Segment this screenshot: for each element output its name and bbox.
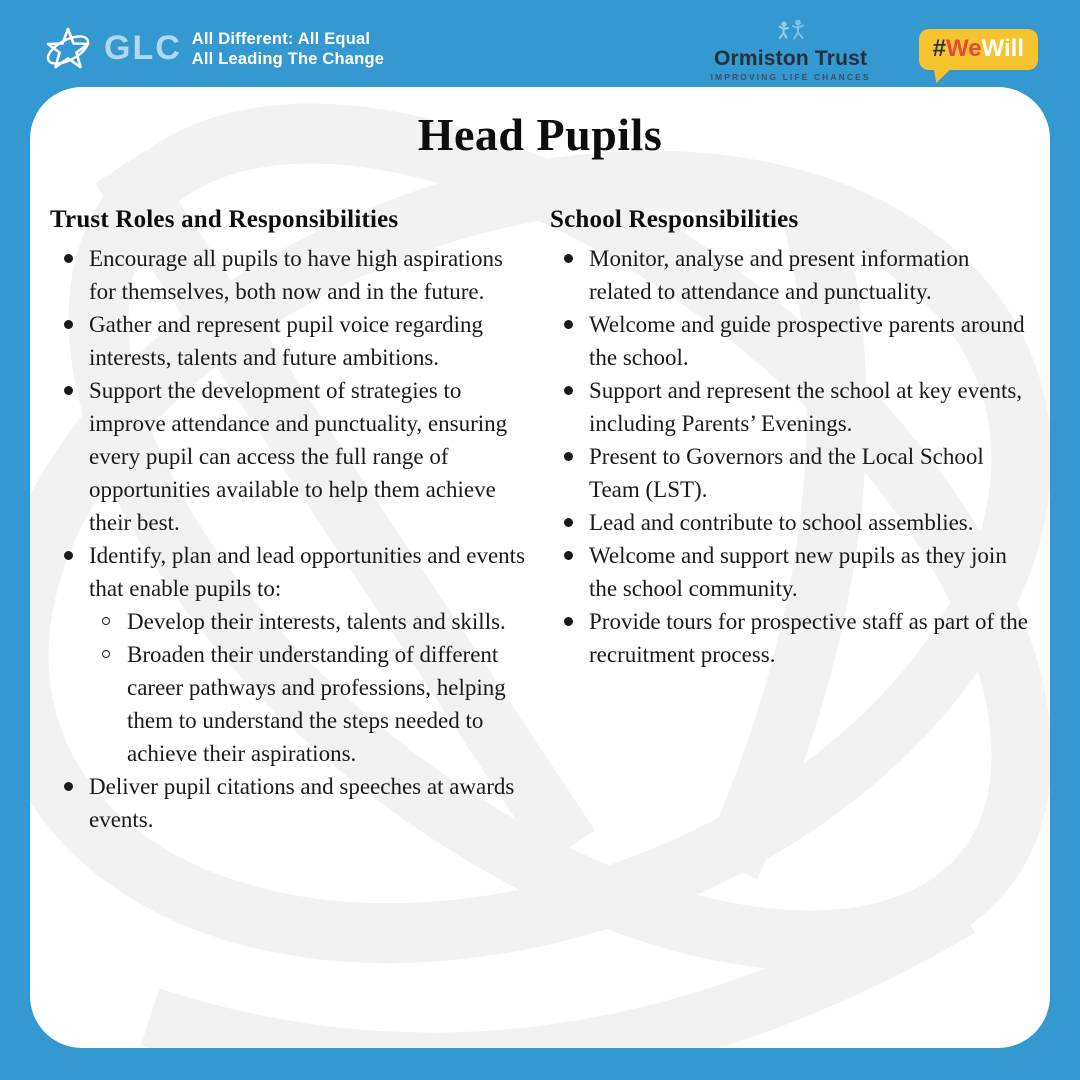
- disc-bullet-icon: [64, 320, 73, 329]
- disc-bullet-icon: [64, 782, 73, 791]
- trust-roles-column: [48, 206, 532, 836]
- bullet-item: [548, 539, 1032, 605]
- circle-bullet-icon: [102, 617, 110, 625]
- bullet-text: Deliver pupil citations and speeches at awards events.: [89, 774, 515, 832]
- bullet-text: Present to Governors and the Local School Team (LST).: [589, 444, 984, 502]
- card-content: [30, 87, 1050, 1048]
- bullet-text: Support and represent the school at key events, including Parents’ Evenings.: [589, 378, 1023, 436]
- wewill-we: We: [945, 35, 982, 62]
- bullet-item: [548, 308, 1032, 374]
- trust-roles-list: [48, 242, 532, 836]
- disc-bullet-icon: [564, 551, 573, 560]
- bullet-text: Lead and contribute to school assemblies.: [589, 510, 974, 535]
- bullet-item: [48, 242, 532, 308]
- disc-bullet-icon: [564, 254, 573, 263]
- ormiston-trust-tagline: IMPROVING LIFE CHANCES: [710, 71, 871, 82]
- sub-bullet-item: [48, 605, 532, 638]
- disc-bullet-icon: [564, 452, 573, 461]
- bullet-text: Gather and represent pupil voice regarding interests, talents and future ambitions.: [89, 312, 484, 370]
- ormiston-trust-logo: [711, 18, 871, 82]
- disc-bullet-icon: [64, 254, 73, 263]
- bullet-text: Support the development of strategies to improve attendance and punctuality, ensuring every pupil can access the full range of opportunities available to help them achieve their best.: [89, 378, 508, 535]
- bullet-item: [548, 440, 1032, 506]
- school-responsibilities-list: [548, 242, 1032, 671]
- two-column-layout: [30, 161, 1050, 836]
- bullet-item: [548, 506, 1032, 539]
- bullet-text: Broaden their understanding of different career pathways and professions, helping them to understand the steps needed to achieve their aspirations.: [127, 642, 506, 766]
- bullet-text: Welcome and support new pupils as they join the school community.: [589, 543, 1007, 601]
- bullet-text: Encourage all pupils to have high aspirations for themselves, both now and in the future.: [89, 246, 503, 304]
- bullet-text: Monitor, analyse and present information related to attendance and punctuality.: [589, 246, 970, 304]
- school-responsibilities-heading: School Responsibilities: [550, 206, 799, 233]
- glc-logo: [42, 24, 384, 76]
- bullet-text: Provide tours for prospective staff as part of the recruitment process.: [589, 609, 1029, 667]
- bullet-item: [48, 539, 532, 605]
- disc-bullet-icon: [564, 320, 573, 329]
- sub-bullet-item: [48, 638, 532, 770]
- trust-roles-heading: Trust Roles and Responsibilities: [50, 206, 399, 233]
- glc-wordmark: GLC: [104, 28, 182, 67]
- bullet-text: Develop their interests, talents and skills.: [127, 609, 506, 634]
- glc-tagline-line1: All Different: All Equal: [191, 30, 371, 49]
- page-title: Head Pupils: [417, 109, 663, 160]
- bullet-text: Welcome and guide prospective parents around the school.: [589, 312, 1025, 370]
- bullet-item: [548, 374, 1032, 440]
- header-right-logos: [711, 18, 1038, 82]
- content-card: [30, 87, 1050, 1048]
- disc-bullet-icon: [564, 617, 573, 626]
- glc-star-icon: [42, 24, 94, 76]
- disc-bullet-icon: [64, 386, 73, 395]
- bullet-item: [548, 242, 1032, 308]
- disc-bullet-icon: [564, 386, 573, 395]
- school-responsibilities-column: [548, 206, 1032, 836]
- wewill-badge: [919, 29, 1038, 70]
- bullet-item: [548, 605, 1032, 671]
- bullet-item: [48, 374, 532, 539]
- top-bar: [0, 0, 1080, 87]
- wewill-hash: #: [932, 35, 946, 62]
- wewill-will: Will: [981, 35, 1024, 62]
- glc-tagline: [192, 30, 384, 69]
- jumping-figures-icon: [769, 18, 813, 46]
- ormiston-trust-name: Ormiston Trust: [713, 46, 868, 70]
- bullet-text: Identify, plan and lead opportunities and events that enable pupils to:: [89, 543, 526, 601]
- bullet-item: [48, 308, 532, 374]
- glc-tagline-line2: All Leading The Change: [191, 49, 385, 68]
- circle-bullet-icon: [102, 650, 110, 658]
- bullet-item: [48, 770, 532, 836]
- disc-bullet-icon: [64, 551, 73, 560]
- disc-bullet-icon: [564, 518, 573, 527]
